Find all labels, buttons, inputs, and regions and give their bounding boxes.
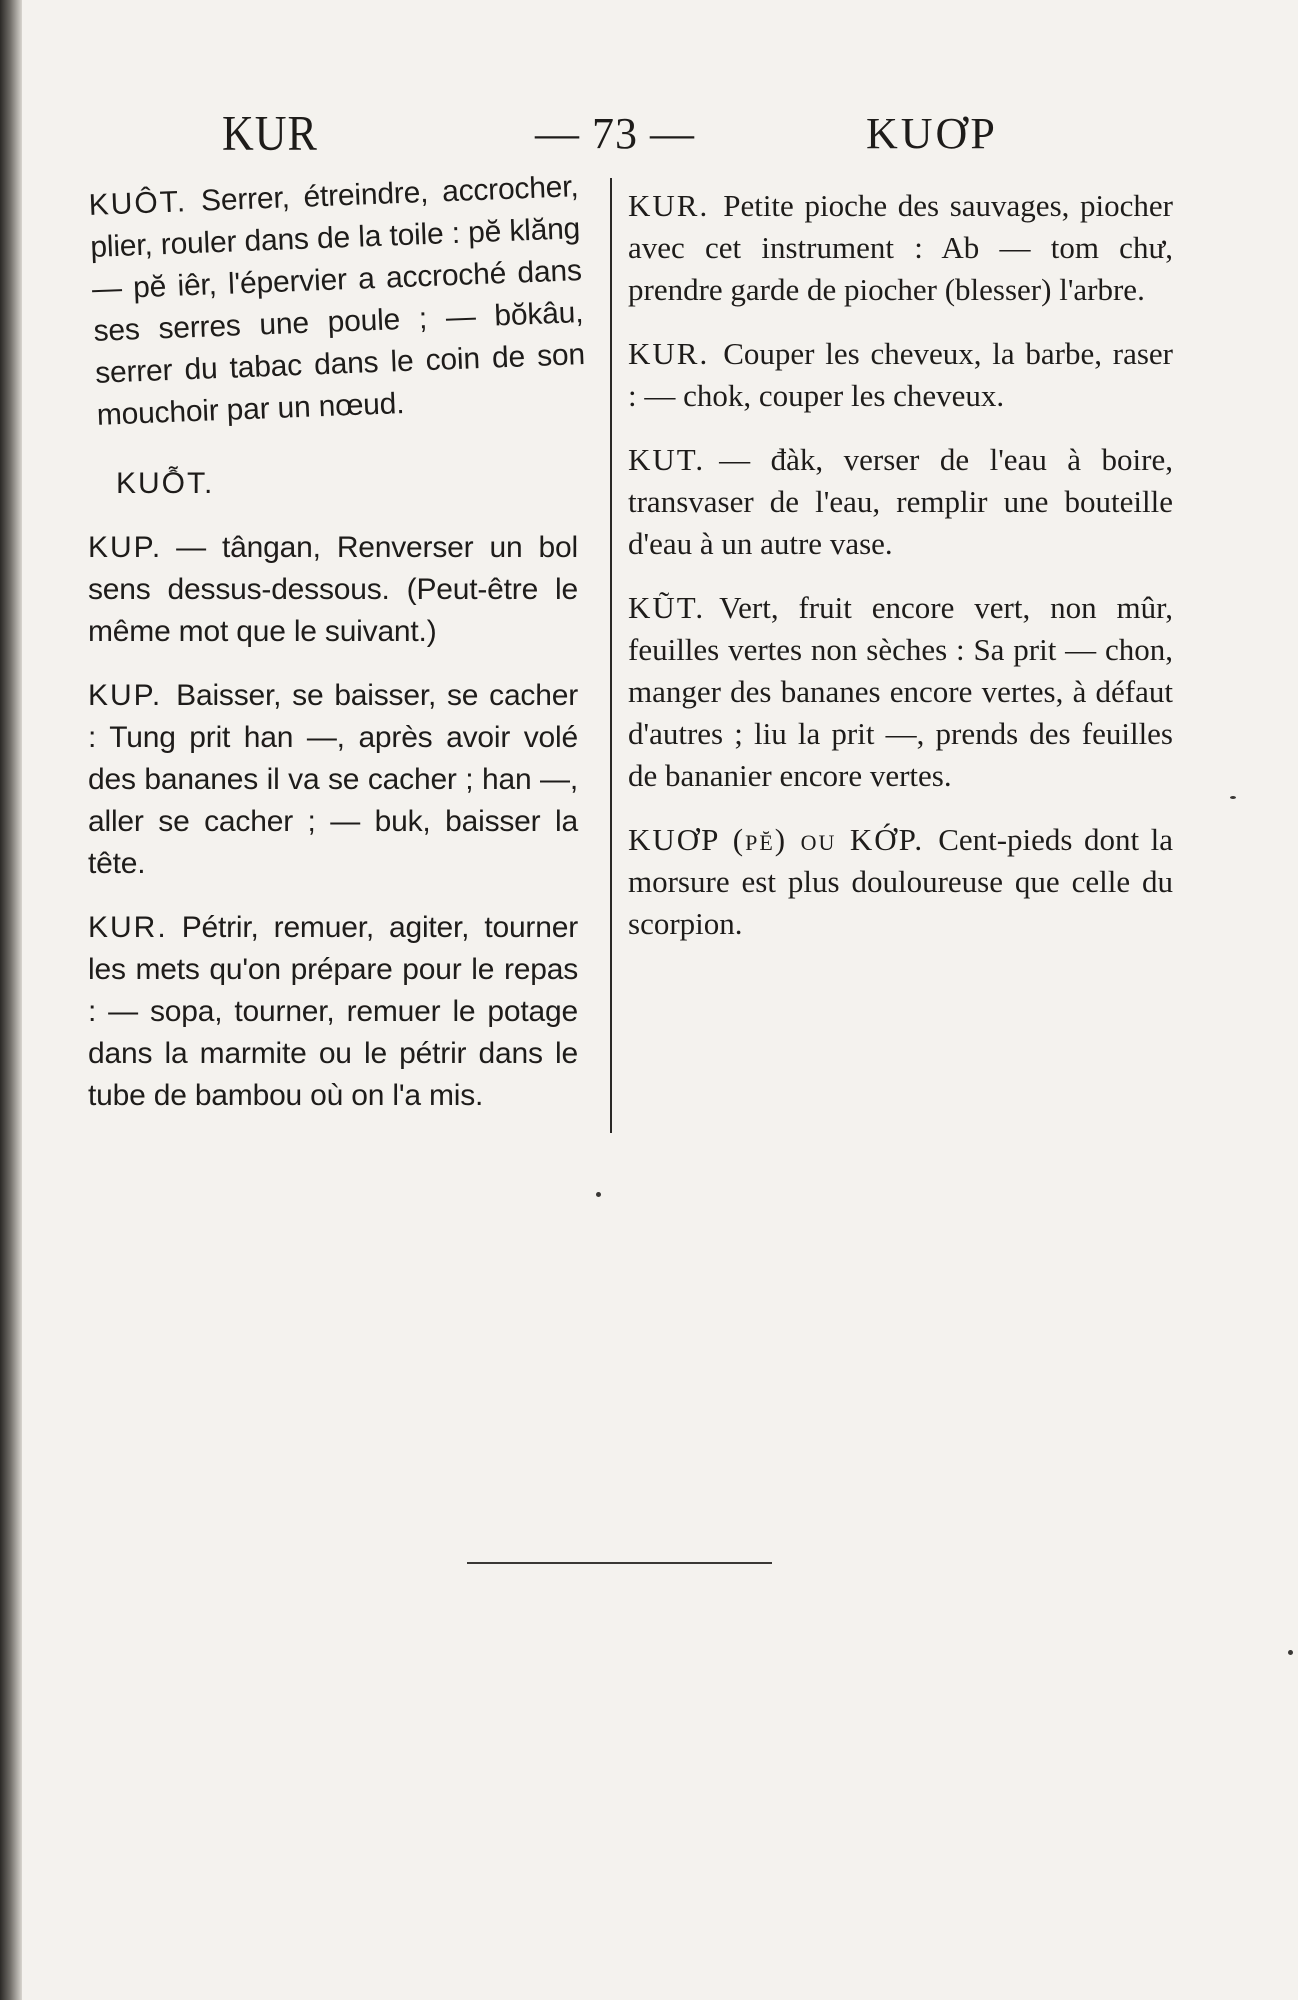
column-divider bbox=[610, 178, 612, 1133]
entry-definition: Cent-pieds dont la morsure est plus douloureuse que celle du scorpion. bbox=[628, 822, 1173, 941]
running-head-left: KUR bbox=[222, 106, 318, 161]
left-column bbox=[88, 170, 586, 1139]
dictionary-entry bbox=[628, 185, 1173, 311]
entry-definition: — tângan, Renverser un bol sens dessus-dessous. (Peut-être le même mot que le suivant.) bbox=[88, 531, 578, 648]
entry-headword: KUR. bbox=[628, 188, 710, 223]
dictionary-entry bbox=[628, 333, 1173, 417]
dictionary-entry bbox=[628, 819, 1173, 945]
dictionary-entry bbox=[628, 587, 1173, 797]
paper-speck bbox=[1230, 796, 1236, 799]
entry-headword: KUP. bbox=[88, 531, 163, 564]
dictionary-entry bbox=[88, 675, 578, 885]
dictionary-entry bbox=[88, 907, 578, 1117]
entry-headword: KŨT. bbox=[628, 590, 706, 625]
entry-definition: Pétrir, remuer, agiter, tourner les mets qu'on prépare pour le repas : — sopa, tourner, remuer le potage dans la marmite ou le pétrir dans le tube de bambou où on l'a mis. bbox=[88, 911, 578, 1112]
entry-headword: KUT. bbox=[628, 442, 706, 477]
footer-rule bbox=[467, 1562, 772, 1564]
running-head-right: KUƠP bbox=[866, 109, 998, 158]
dictionary-entry bbox=[116, 463, 578, 505]
paper-speck bbox=[1288, 1650, 1293, 1655]
entry-headword: KUP. bbox=[88, 679, 163, 712]
book-spine-shadow bbox=[0, 0, 22, 2000]
entry-headword: KUR. bbox=[628, 336, 710, 371]
dictionary-entry bbox=[88, 166, 587, 437]
right-column bbox=[628, 185, 1173, 967]
entry-headword: KUƠP (pĕ) ou KỚP. bbox=[628, 822, 925, 857]
dictionary-entry bbox=[628, 439, 1173, 565]
entry-headword: KUỖT. bbox=[116, 467, 215, 500]
page-number: — 73 — bbox=[535, 109, 695, 158]
entry-definition: — đàk, verser de l'eau à boire, transvaser de l'eau, remplir une bouteille d'eau à un autre vase. bbox=[628, 442, 1173, 561]
entry-definition: Petite pioche des sauvages, piocher avec cet instrument : Ab — tom chư, prendre garde de piocher (blesser) l'arbre. bbox=[628, 188, 1173, 307]
paper-speck bbox=[596, 1192, 601, 1197]
entry-definition: Baisser, se baisser, se cacher : Tung prit han —, après avoir volé des bananes il va se cacher ; han —, aller se cacher ; — buk, baisser la tête. bbox=[88, 679, 578, 880]
entry-headword: KUR. bbox=[88, 911, 168, 944]
dictionary-entry bbox=[88, 527, 578, 653]
entry-headword: KUÔT. bbox=[88, 185, 188, 222]
entry-definition: Couper les cheveux, la barbe, raser : — chok, couper les cheveux. bbox=[628, 336, 1173, 413]
entry-definition: Serrer, étreindre, accrocher, plier, rouler dans de la toile : pĕ klăng — pĕ iêr, l'épervier a accroché dans ses serres une poule ; — bŏkâu, serrer du tabac dans le coin de son mouchoir par un nœud. bbox=[89, 170, 586, 432]
entry-definition: Vert, fruit encore vert, non mûr, feuilles vertes non sèches : Sa prit — chon, manger des bananes encore vertes, à défaut d'autres ; liu la prit —, prends des feuilles de bananier encore vertes. bbox=[628, 590, 1173, 793]
